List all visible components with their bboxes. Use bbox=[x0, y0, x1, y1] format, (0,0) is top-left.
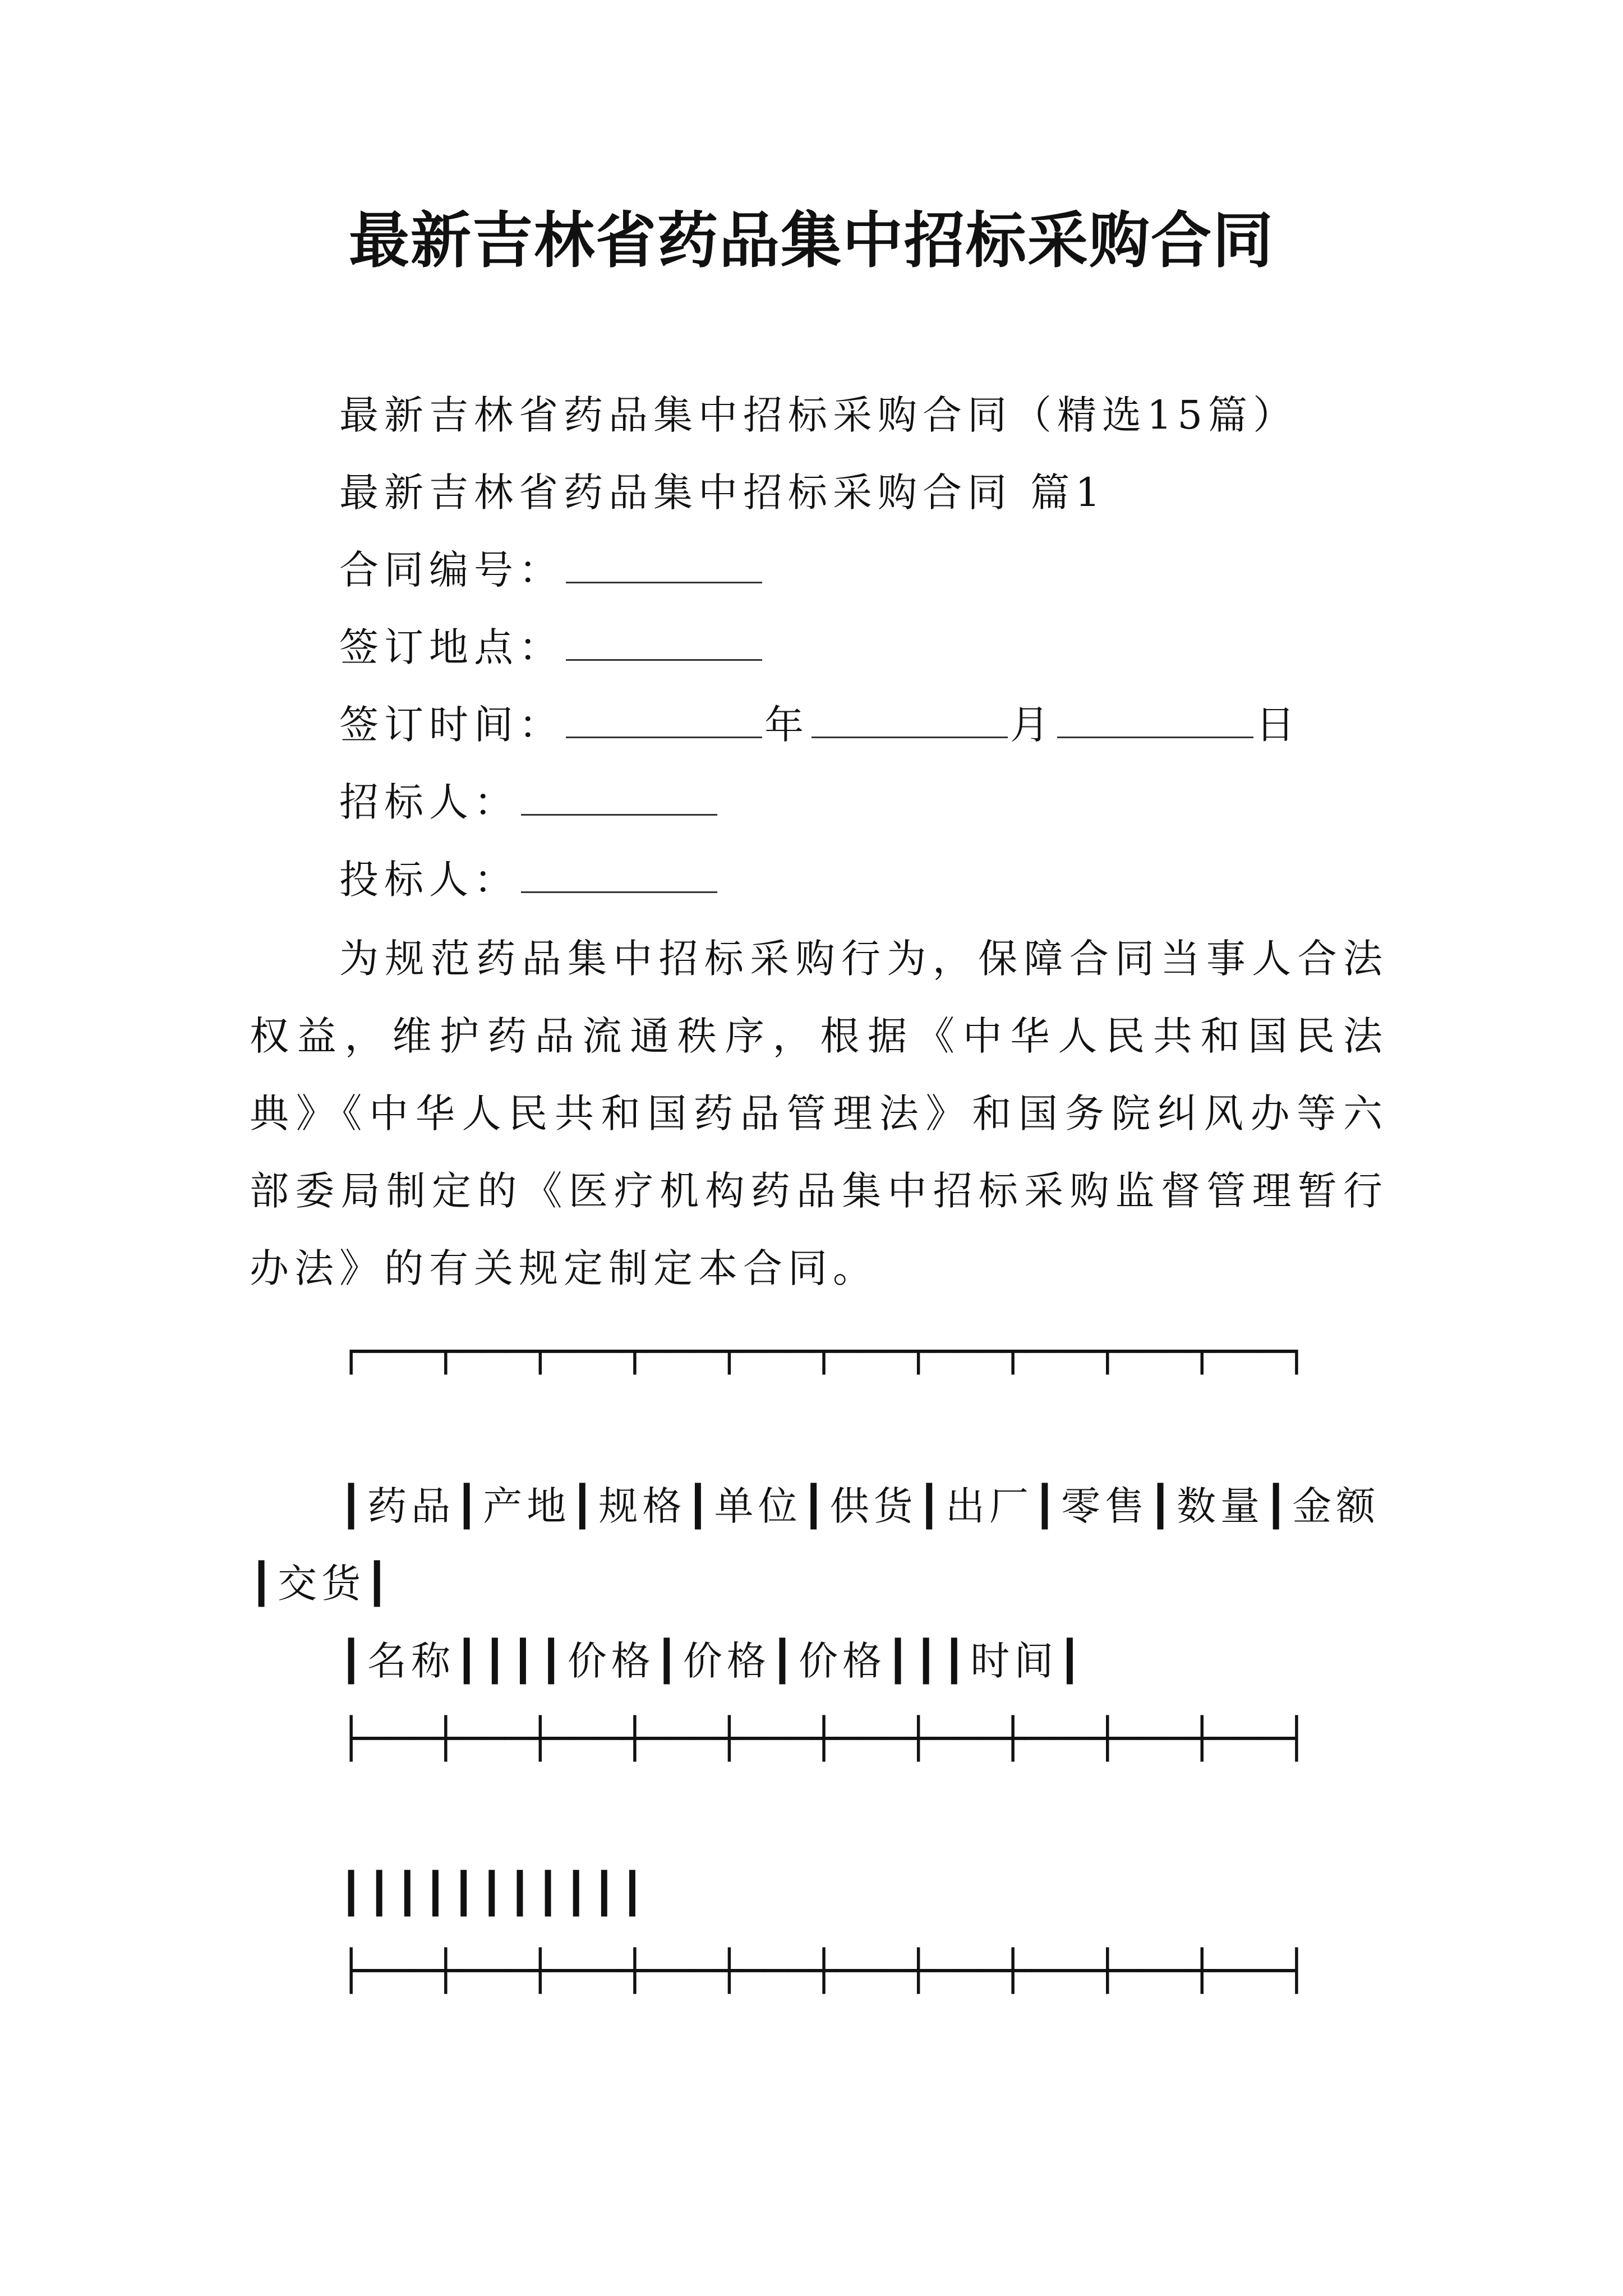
sign-time-line bbox=[339, 697, 1301, 753]
document-title: 最新吉林省药品集中招标采购合同 bbox=[348, 206, 1274, 276]
sign-place-blank bbox=[566, 620, 762, 661]
contract-number-blank bbox=[566, 542, 762, 583]
bidder-blank bbox=[521, 852, 717, 893]
bidder-label: 投标人： bbox=[339, 857, 519, 903]
table-top-border: ┌───┬───┬───┬───┬───┬───┬───┬───┬───┬───┐ bbox=[339, 1328, 1308, 1374]
day-label: 日 bbox=[1256, 702, 1301, 748]
tenderer-blank bbox=[521, 775, 717, 816]
section-title: 最新吉林省药品集中招标采购合同 篇1 bbox=[339, 470, 1106, 516]
table-separator-2: ├───┼───┼───┼───┼───┼───┼───┼───┼───┼───┤ bbox=[339, 1948, 1308, 1994]
bidder-line bbox=[339, 852, 720, 908]
contract-preamble: 为规范药品集中招标采购行为，保障合同当事人合法权益，维护药品流通秩序，根据《中华人民共和国民法典》《中华人民共和国药品管理法》和国务院纠风办等六部委局制定的《医疗机构药品集中招标采购监督管理暂行办法》的有关规定制定本合同。 bbox=[250, 936, 1388, 1291]
tenderer-label: 招标人： bbox=[339, 779, 519, 825]
sign-time-label: 签订时间： bbox=[339, 702, 564, 748]
month-label: 月 bbox=[1010, 702, 1055, 748]
contract-number-line bbox=[339, 542, 764, 598]
sign-day-blank bbox=[1057, 697, 1253, 738]
table-separator: ├───┼───┼───┼───┼───┼───┼───┼───┼───┼───┤ bbox=[339, 1715, 1308, 1761]
sign-year-blank bbox=[566, 697, 762, 738]
table-header-row-1: ┃药品┃产地┃规格┃单位┃供货┃出厂┃零售┃数量┃金额┃交货┃ bbox=[250, 1483, 1380, 1607]
document-subtitle: 最新吉林省药品集中招标采购合同（精选15篇） bbox=[339, 392, 1298, 438]
sign-month-blank bbox=[811, 697, 1008, 738]
sign-place-line bbox=[339, 619, 764, 675]
contract-number-label: 合同编号： bbox=[339, 547, 564, 593]
table-empty-row: ┃┃┃┃┃┃┃┃┃┃┃ bbox=[339, 1870, 649, 1916]
table-header-row-2: ┃名称┃┃┃┃价格┃价格┃价格┃┃┃时间┃ bbox=[339, 1638, 1086, 1684]
year-label: 年 bbox=[764, 702, 809, 748]
sign-place-label: 签订地点： bbox=[339, 624, 564, 670]
tenderer-line bbox=[339, 774, 720, 830]
